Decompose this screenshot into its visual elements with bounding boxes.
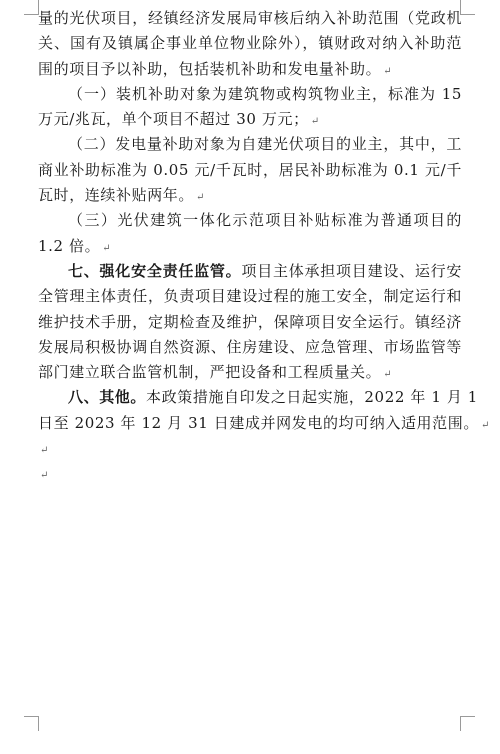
crop-mark-top-right xyxy=(460,0,475,15)
paragraph-mark-icon: ↵ xyxy=(310,116,320,128)
line-text: 本政策措施自印发之日起实施，2022 年 1 月 1 xyxy=(146,388,478,407)
crop-mark-bottom-right xyxy=(460,716,475,731)
paragraph-mark-icon: ↵ xyxy=(383,369,393,381)
line-text: 项目主体承担项目建设、运行安 xyxy=(241,261,462,280)
paragraph-mark-icon: ↵ xyxy=(102,242,112,254)
line-text: （一）装机补助对象为建筑物或构筑物业主，标准为 15 xyxy=(68,84,462,103)
text-line xyxy=(38,158,462,183)
paragraph-mark-icon: ↵ xyxy=(196,192,205,204)
section-heading: 七、强化安全责任监管。 xyxy=(68,261,242,280)
text-line xyxy=(38,82,462,107)
empty-paragraph-line xyxy=(38,461,462,486)
line-text: 发展局积极协调自然资源、住房建设、应急管理、市场监管等 xyxy=(38,337,462,356)
empty-paragraph-line xyxy=(38,436,462,461)
text-line xyxy=(38,411,490,436)
text-line xyxy=(38,385,478,410)
line-text: 日至 2023 年 12 月 31 日建成并网发电的均可纳入适用范围。 xyxy=(38,413,479,432)
text-line xyxy=(38,310,462,335)
text-line xyxy=(38,360,462,385)
text-line xyxy=(38,57,462,82)
paragraph-mark-icon: ↵ xyxy=(480,419,490,431)
text-line xyxy=(38,132,462,157)
text-line xyxy=(38,6,462,31)
line-text: 关、国有及镇属企事业单位物业除外），镇财政对纳入补助范 xyxy=(38,34,462,53)
line-text: 维护技术手册，定期检查及维护，保障项目安全运行。镇经济 xyxy=(38,312,462,331)
text-line xyxy=(38,335,462,360)
section-heading: 八、其他。 xyxy=(68,388,147,407)
line-text: 部门建立联合监管机制，严把设备和工程质量关。 xyxy=(38,363,382,382)
text-line xyxy=(38,183,462,208)
text-line xyxy=(38,107,462,132)
crop-mark-top-left xyxy=(24,0,39,15)
paragraph-mark-icon: ↵ xyxy=(40,470,49,482)
line-text: 万元/兆瓦，单个项目不超过 30 万元； xyxy=(38,110,309,129)
text-line xyxy=(38,284,462,309)
line-text: （二）发电量补助对象为自建光伏项目的业主，其中，工 xyxy=(68,135,462,154)
line-text: 围的项目予以补助，包括装机补助和发电量补助。 xyxy=(38,59,382,78)
line-text: 1.2 倍。 xyxy=(38,236,101,255)
line-text: 全管理主体责任，负责项目建设过程的施工安全，制定运行和 xyxy=(38,287,462,306)
text-line xyxy=(38,234,462,259)
paragraph-mark-icon: ↵ xyxy=(383,65,393,77)
paragraph-mark-icon: ↵ xyxy=(40,445,49,457)
text-line xyxy=(38,31,462,56)
line-text: 量的光伏项目，经镇经济发展局审核后纳入补助范围（党政机 xyxy=(38,9,462,27)
document-body[interactable] xyxy=(38,6,490,487)
crop-mark-bottom-left xyxy=(24,716,39,731)
text-line xyxy=(38,259,462,284)
line-text: （三）光伏建筑一体化示范项目补贴标准为普通项目的 xyxy=(68,211,462,230)
line-text: 商业补助标准为 0.05 元/千瓦时，居民补助标准为 0.1 元/千 xyxy=(38,160,462,179)
text-line xyxy=(38,208,462,233)
line-text: 瓦时，连续补贴两年。 xyxy=(38,186,195,205)
